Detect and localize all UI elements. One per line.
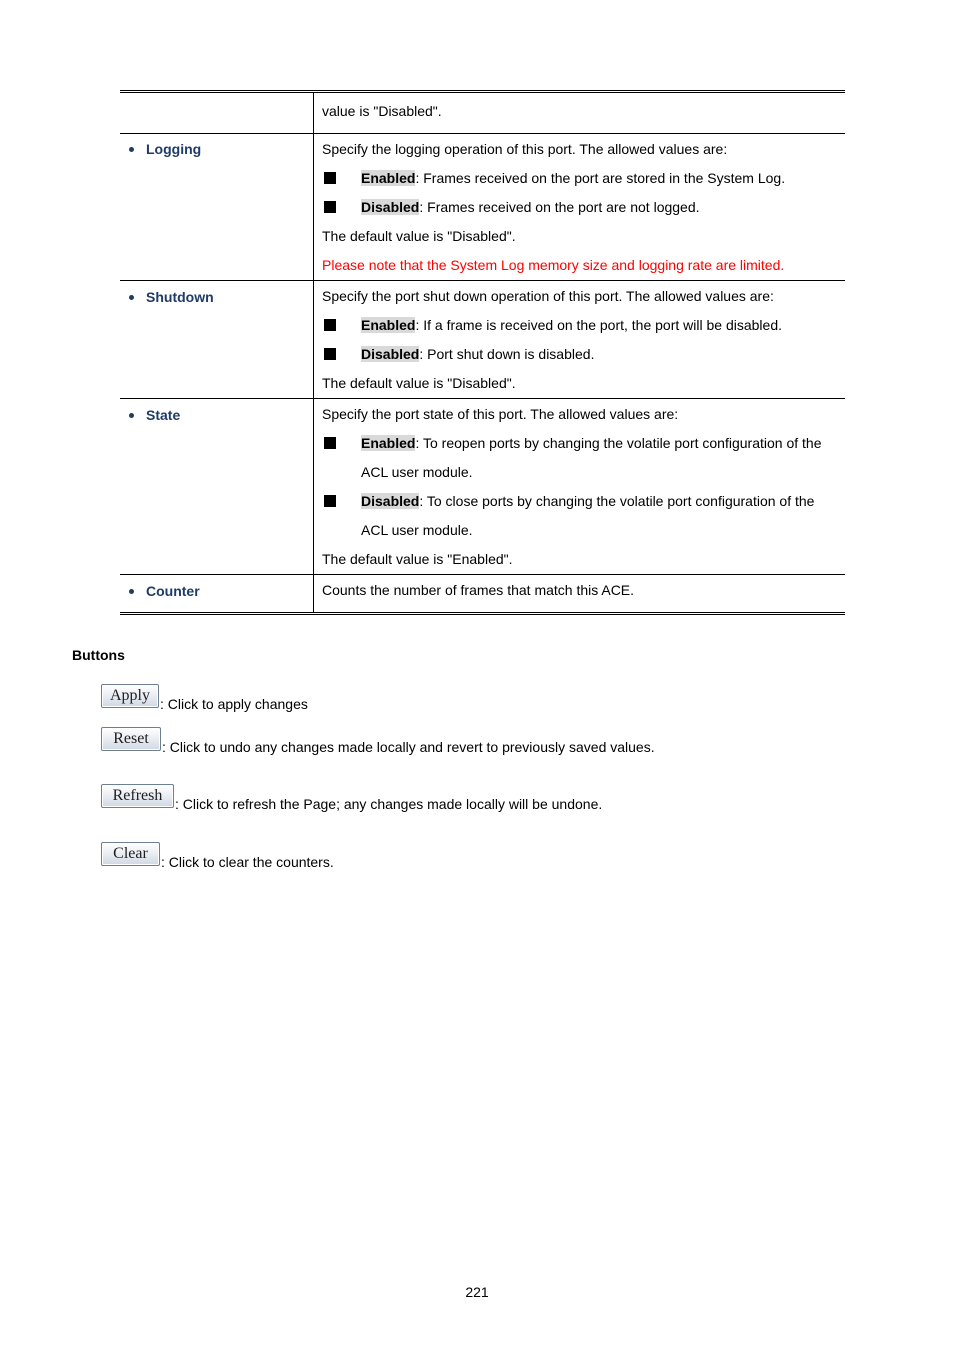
table-row <box>120 399 845 575</box>
bullet-icon <box>129 147 134 152</box>
description-cell <box>314 399 846 575</box>
button-description-row <box>101 727 655 755</box>
buttons-heading: Buttons <box>72 647 125 663</box>
param-label-logging: Logging <box>120 141 313 157</box>
option-text: : Frames received on the port are stored in the System Log. <box>415 170 786 186</box>
option-text: : If a frame is received on the port, the port will be disabled. <box>415 317 782 333</box>
default-value-text: The default value is "Disabled". <box>322 375 516 391</box>
param-cell <box>120 281 314 399</box>
description-text: Specify the logging operation of this port. The allowed values are: <box>322 141 728 157</box>
button-description: : Click to clear the counters. <box>161 854 334 870</box>
warning-note: Please note that the System Log memory size and logging rate are limited. <box>322 257 785 273</box>
button-description-row <box>101 784 603 812</box>
option-item <box>322 435 837 480</box>
table-row <box>120 281 845 399</box>
option-keyword: Disabled <box>361 199 420 215</box>
option-text: : Frames received on the port are not logged. <box>419 199 700 215</box>
option-keyword: Enabled <box>361 317 416 333</box>
refresh-button[interactable]: Refresh <box>101 784 174 808</box>
description-cell <box>314 134 846 281</box>
table-row <box>120 134 845 281</box>
button-description-row <box>101 842 334 870</box>
description-cell <box>314 92 846 134</box>
param-cell <box>120 399 314 575</box>
bullet-icon <box>129 295 134 300</box>
clear-button[interactable]: Clear <box>101 842 160 866</box>
description-text: value is "Disabled". <box>322 103 442 119</box>
option-text: : To close ports by changing the volatile port configuration of the <box>419 493 815 509</box>
square-bullet-icon <box>324 201 336 213</box>
default-value-text: The default value is "Enabled". <box>322 551 513 567</box>
option-continuation: ACL user module. <box>361 464 473 480</box>
description-text: Counts the number of frames that match this ACE. <box>322 582 635 598</box>
square-bullet-icon <box>324 319 336 331</box>
default-value-text: The default value is "Disabled". <box>322 228 516 244</box>
bullet-icon <box>129 413 134 418</box>
page-number: 221 <box>465 1284 489 1300</box>
button-description: : Click to apply changes <box>160 696 308 712</box>
param-cell <box>120 575 314 614</box>
table-row <box>120 575 845 614</box>
apply-button[interactable]: Apply <box>101 684 159 708</box>
square-bullet-icon <box>324 348 336 360</box>
param-label-counter: Counter <box>120 583 313 599</box>
option-item <box>322 199 837 215</box>
description-cell <box>314 281 846 399</box>
param-cell <box>120 92 314 134</box>
option-text: : Port shut down is disabled. <box>419 346 595 362</box>
parameter-table <box>120 90 845 615</box>
option-text: : To reopen ports by changing the volatile port configuration of the <box>415 435 822 451</box>
option-item <box>322 317 837 333</box>
option-keyword: Enabled <box>361 170 416 186</box>
table-row <box>120 92 845 134</box>
description-text: Specify the port state of this port. The allowed values are: <box>322 406 679 422</box>
button-description: : Click to refresh the Page; any changes made locally will be undone. <box>175 796 603 812</box>
bullet-icon <box>129 589 134 594</box>
square-bullet-icon <box>324 437 336 449</box>
reset-button[interactable]: Reset <box>101 727 161 751</box>
param-label-state: State <box>120 407 313 423</box>
description-text: Specify the port shut down operation of this port. The allowed values are: <box>322 288 774 304</box>
option-keyword: Disabled <box>361 493 420 509</box>
button-description: : Click to undo any changes made locally and revert to previously saved values. <box>162 739 655 755</box>
option-continuation: ACL user module. <box>361 522 473 538</box>
option-keyword: Enabled <box>361 435 416 451</box>
param-label-shutdown: Shutdown <box>120 289 313 305</box>
square-bullet-icon <box>324 495 336 507</box>
option-item <box>322 493 837 538</box>
option-item <box>322 170 837 186</box>
option-item <box>322 346 837 362</box>
param-cell <box>120 134 314 281</box>
square-bullet-icon <box>324 172 336 184</box>
button-description-row <box>101 684 308 712</box>
description-cell <box>314 575 846 614</box>
option-keyword: Disabled <box>361 346 420 362</box>
